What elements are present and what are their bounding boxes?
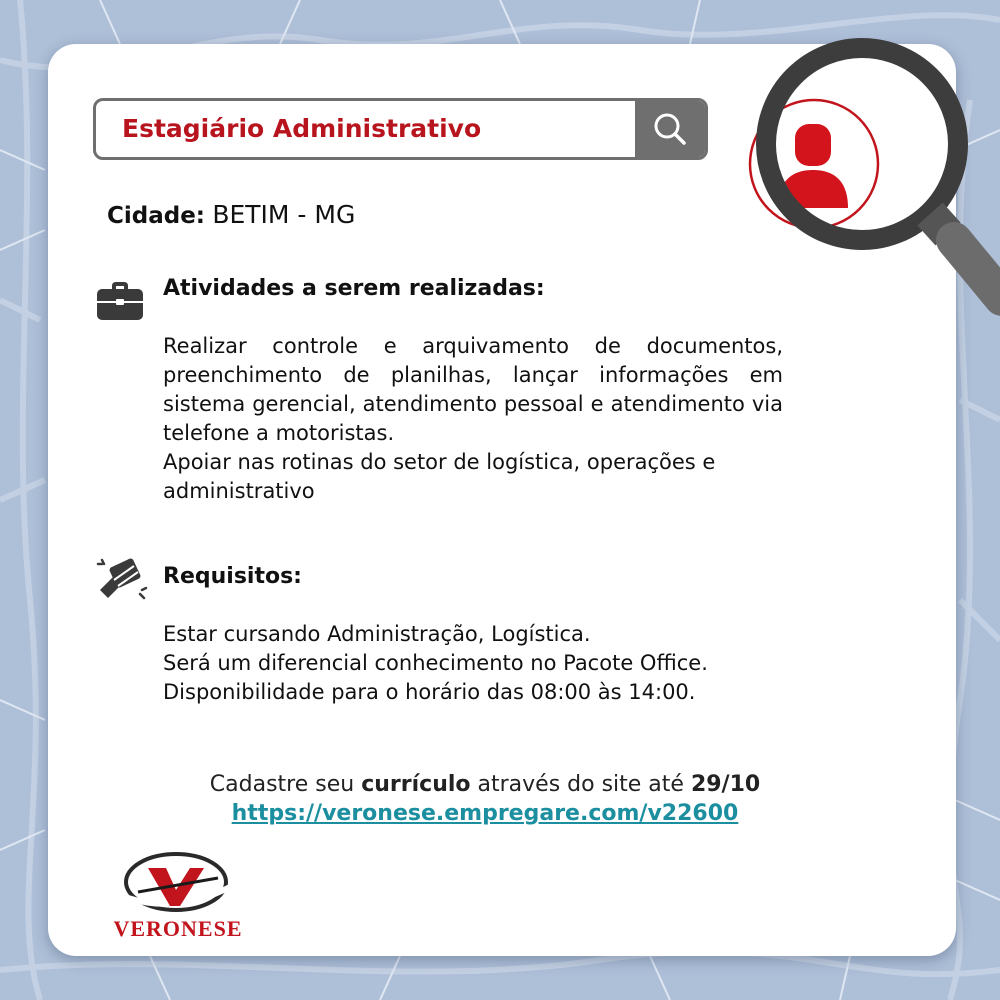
city-line	[107, 200, 355, 229]
search-query: Estagiário Administrativo	[122, 114, 482, 143]
requirements-paragraph: Estar cursando Administração, Logística.	[163, 622, 591, 646]
briefcase-icon	[96, 280, 144, 322]
activities-paragraph: Apoiar nas rotinas do setor de logística, operações e administrativo	[163, 450, 716, 503]
requirements-body	[163, 620, 783, 707]
cta-deadline: 29/10	[690, 772, 761, 797]
magnifier-icon	[740, 38, 1000, 338]
cta-curriculo: currículo	[361, 772, 471, 797]
activities-title: Atividades a serem realizadas:	[163, 276, 545, 301]
requirements-paragraph: Disponibilidade para o horário das 08:00 às 14:00.	[163, 680, 696, 704]
requirements-paragraph: Será um diferencial conhecimento no Pacote Office.	[163, 651, 708, 675]
search-icon	[653, 112, 687, 146]
application-link[interactable]: https://veronese.empregare.com/v22600	[231, 801, 739, 826]
call-to-action	[150, 770, 820, 828]
clean-hand-icon	[94, 552, 150, 608]
search-bar[interactable]	[93, 98, 708, 160]
veronese-logo	[108, 848, 248, 948]
city-value: BETIM - MG	[212, 200, 356, 229]
cta-prefix: Cadastre seu	[209, 772, 362, 797]
requirements-title: Requisitos:	[163, 564, 302, 589]
veronese-logo-mark	[108, 848, 248, 918]
activities-paragraph: Realizar controle e arquivamento de documentos, preenchimento de planilhas, lançar informações em sistema gerencial, atendimento pessoal e atendimento via telefone a motoristas.	[163, 334, 783, 445]
cta-middle: através do site até	[470, 772, 691, 797]
logo-text: VERONESE	[113, 916, 243, 941]
search-button[interactable]	[635, 101, 705, 157]
activities-body	[163, 332, 783, 506]
city-label: Cidade:	[107, 203, 206, 229]
